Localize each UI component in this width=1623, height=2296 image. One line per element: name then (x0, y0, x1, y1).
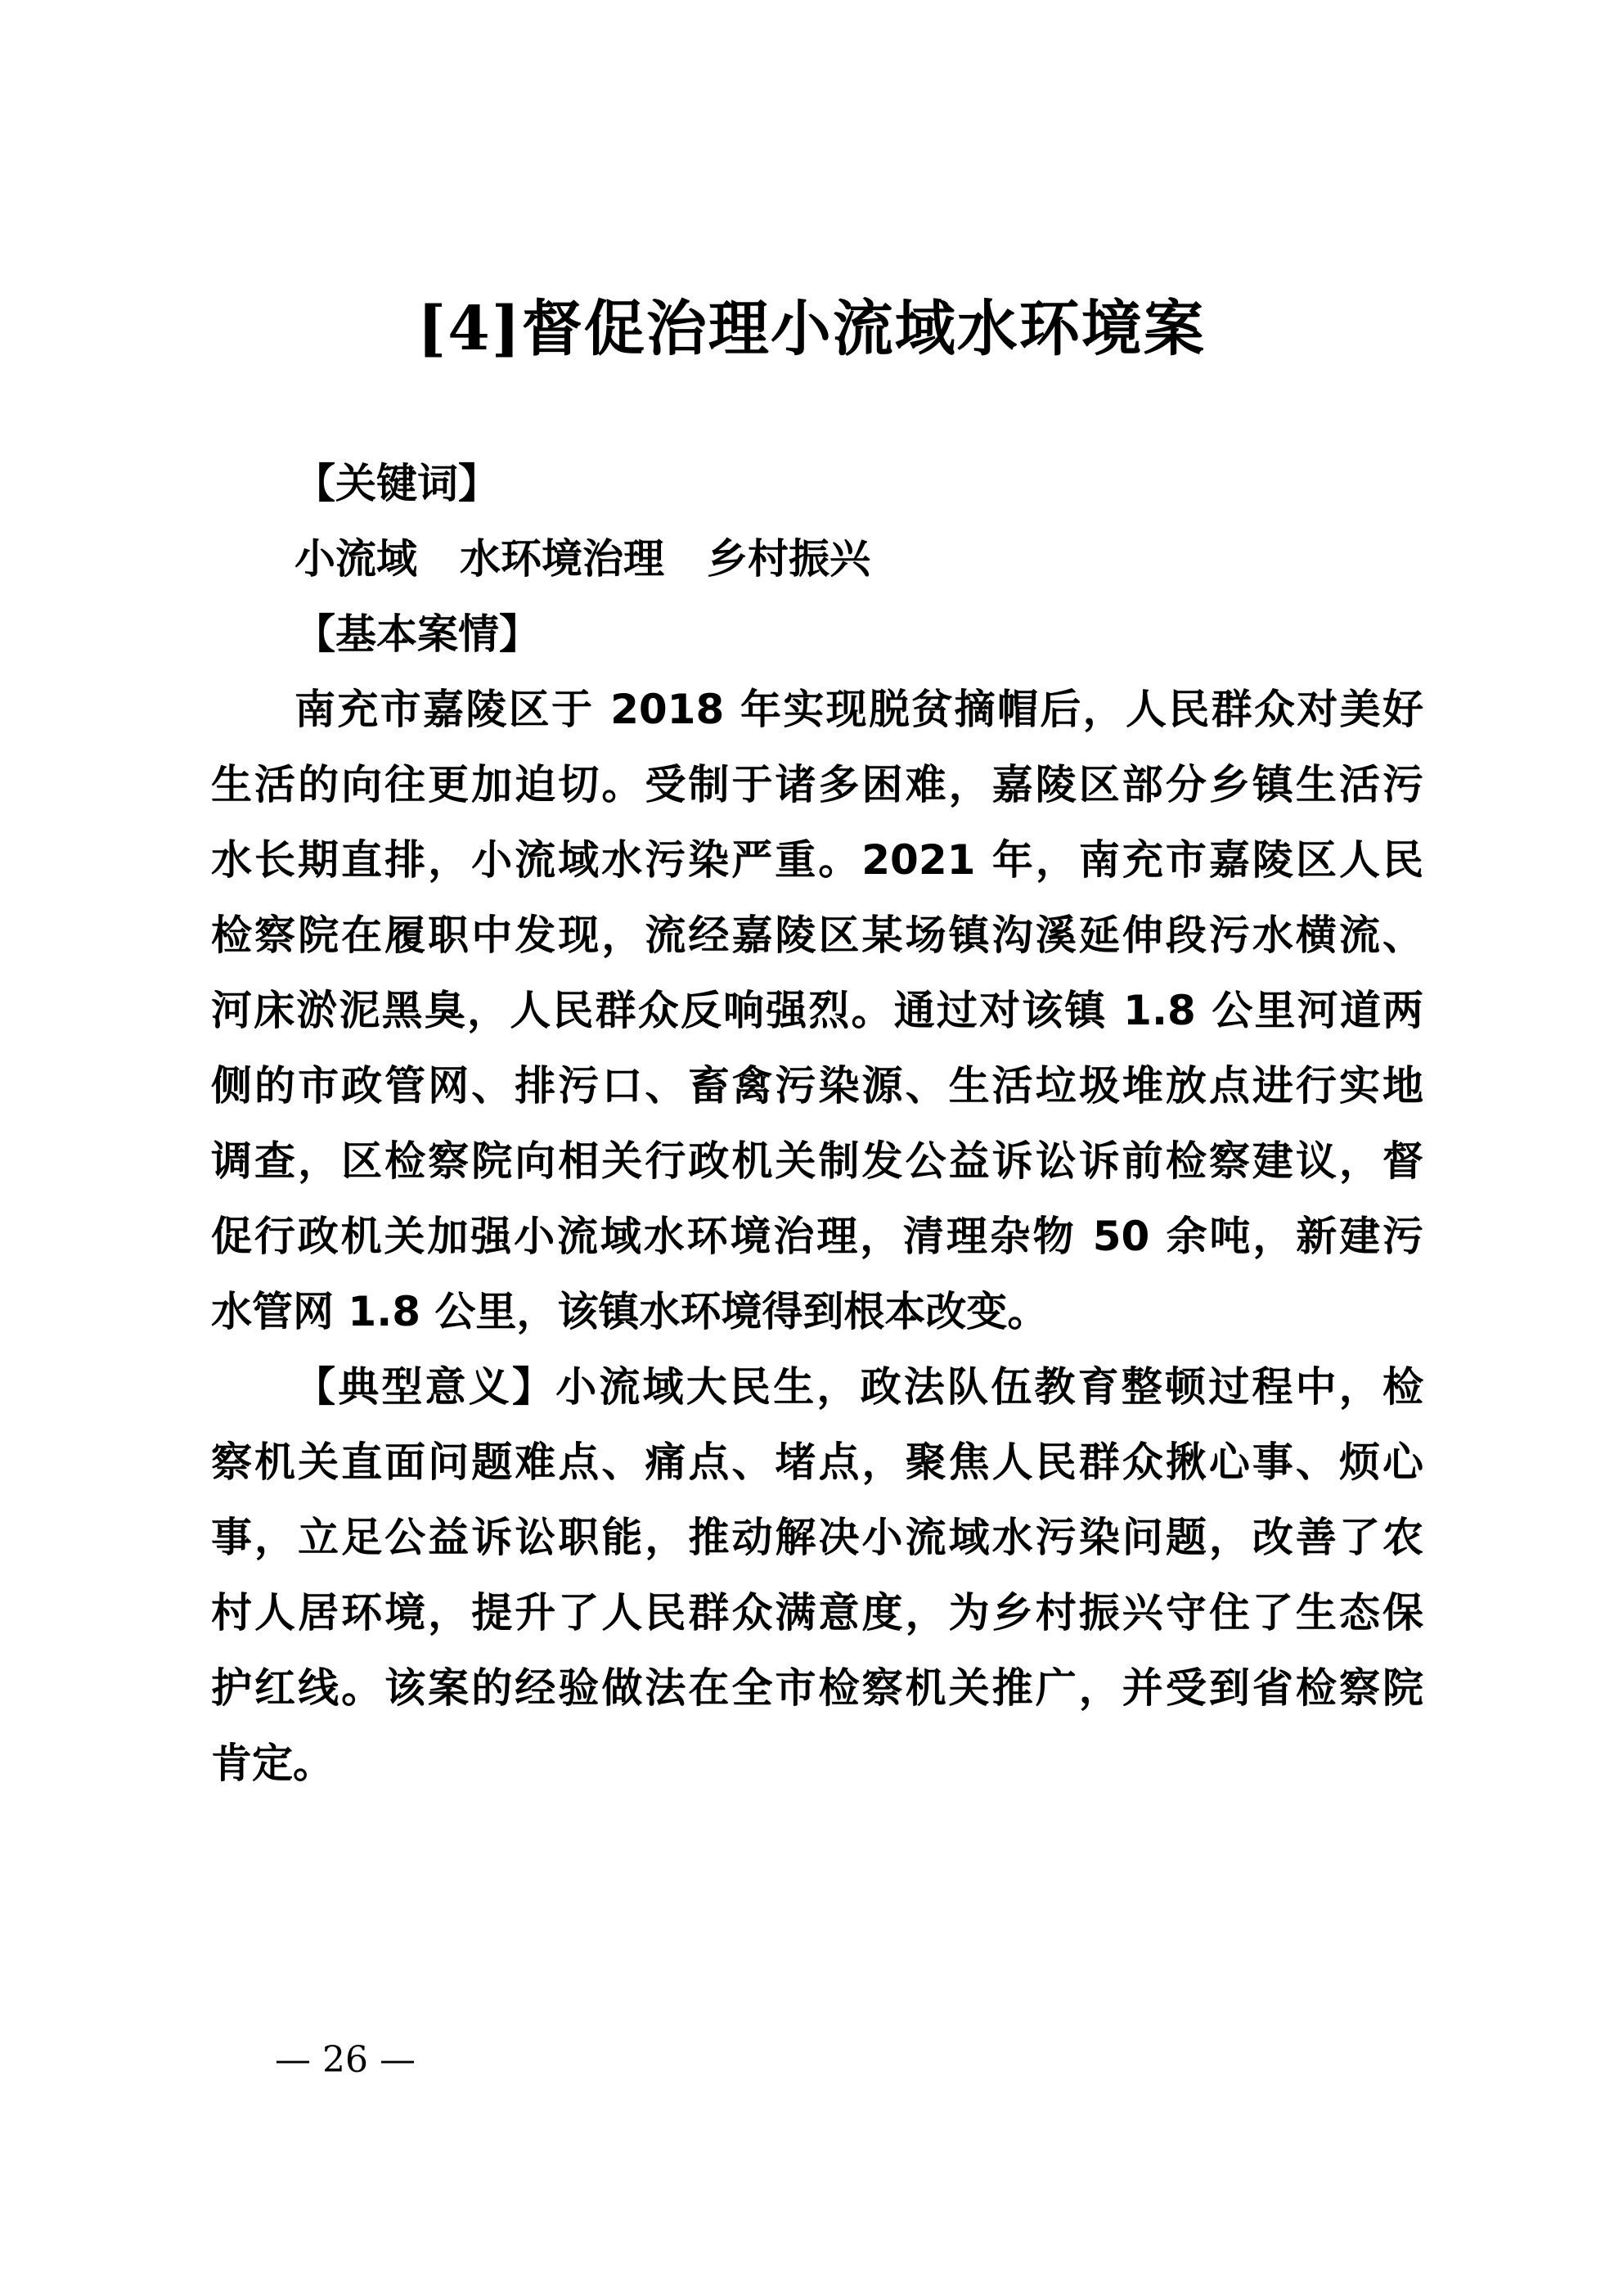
case-paragraph-line: 南充市嘉陵区于 2018 年实现脱贫摘帽后，人民群众对美好 (294, 686, 1423, 733)
case-paragraph-line: 河床淤泥黑臭，人民群众反响强烈。通过对该镇 1.8 公里河道两 (211, 987, 1423, 1034)
case-paragraph-line: 促行政机关加强小流域水环境治理，清理杂物 50 余吨，新建污 (211, 1213, 1423, 1260)
keyword: 乡村振兴 (707, 535, 870, 583)
case-paragraph-line: 生活的向往更加迫切。受制于诸多困难，嘉陵区部分乡镇生活污 (211, 761, 1423, 808)
case-paragraph-line: 检察院在履职中发现，流经嘉陵区某场镇沟溪延伸段污水横流、 (211, 912, 1423, 959)
significance-paragraph-line: 村人居环境，提升了人民群众满意度，为乡村振兴守住了生态保 (211, 1589, 1423, 1636)
keywords-heading: 【关键词】 (294, 460, 499, 507)
keywords-list (211, 521, 1423, 597)
page-number: — 26 — (275, 2039, 416, 2081)
significance-paragraph-line: 肯定。 (211, 1740, 334, 1787)
significance-paragraph-line: 察机关直面问题难点、痛点、堵点，聚焦人民群众揪心事、烦心 (211, 1438, 1423, 1486)
case-paragraph-line: 水长期直排，小流域水污染严重。2021 年，南充市嘉陵区人民 (211, 836, 1423, 884)
keyword: 水环境治理 (460, 535, 664, 583)
significance-paragraph-line: 【典型意义】小流域大民生，政法队伍教育整顿过程中，检 (294, 1363, 1423, 1411)
page-title: [4]督促治理小流域水环境案 (417, 294, 1206, 364)
keyword: 小流域 (294, 535, 417, 583)
case-paragraph-line: 侧的市政管网、排污口、畜禽污染源、生活垃圾堆放点进行实地 (211, 1062, 1423, 1110)
document-body (211, 446, 1423, 1801)
case-heading: 【基本案情】 (294, 610, 540, 658)
case-paragraph-line: 调查，区检察院向相关行政机关制发公益诉讼诉前检察建议，督 (211, 1137, 1423, 1185)
significance-paragraph-line: 护红线。该案的经验做法在全市检察机关推广，并受到省检察院 (211, 1664, 1423, 1712)
significance-paragraph-line: 事，立足公益诉讼职能，推动解决小流域水污染问题，改善了农 (211, 1514, 1423, 1561)
case-paragraph-line: 水管网 1.8 公里，该镇水环境得到根本改变。 (211, 1288, 1049, 1335)
